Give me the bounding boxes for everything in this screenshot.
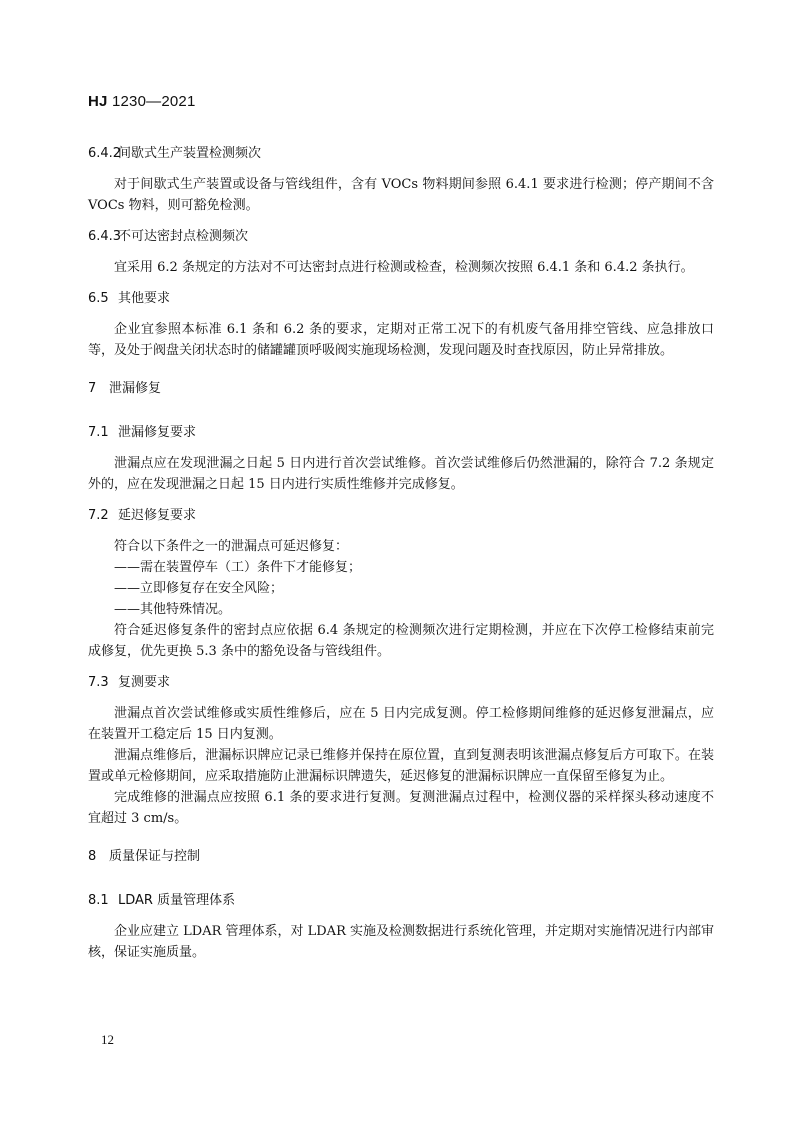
section-number: 8.1 [88, 893, 109, 908]
heading-7-2 [88, 506, 714, 526]
paragraph: 符合延迟修复条件的密封点应依据 6.4 条规定的检测频次进行定期检测，并应在下次停工检修结束前完成修复，优先更换 5.3 条中的豁免设备与管线组件。 [88, 623, 714, 659]
section-title: 质量保证与控制 [109, 849, 201, 864]
heading-7-3 [88, 673, 714, 693]
paragraph: 对于间歇式生产装置或设备与管线组件，含有 VOCs 物料期间参照 6.4.1 要求进行检测；停产期间不含 VOCs 物料，则可豁免检测。 [88, 177, 714, 213]
paragraph: 完成维修的泄漏点应按照 6.1 条的要求进行复测。复测泄漏点过程中，检测仪器的采样探头移动速度不宜超过 3 cm/s。 [88, 790, 714, 826]
section-number: 6.4.3 [88, 229, 122, 244]
paragraph: 泄漏点首次尝试维修或实质性维修后，应在 5 日内完成复测。停工检修期间维修的延迟修复泄漏点，应在装置开工稳定后 15 日内复测。 [88, 706, 714, 742]
list-item: ——其他特殊情况。 [114, 602, 232, 617]
heading-7 [88, 379, 714, 399]
paragraph: 企业应建立 LDAR 管理体系，对 LDAR 实施及检测数据进行系统化管理，并定期对实施情况进行内部审核，保证实施质量。 [88, 924, 714, 960]
section-number: 7.1 [88, 425, 109, 440]
section-number: 6.5 [88, 291, 109, 306]
paragraph: 泄漏点应在发现泄漏之日起 5 日内进行首次尝试维修。首次尝试维修后仍然泄漏的，除符合 7.2 条规定外的，应在发现泄漏之日起 15 日内进行实质性维修并完成修复。 [88, 456, 714, 492]
heading-6-5 [88, 289, 714, 309]
section-title: 不可达密封点检测频次 [118, 229, 249, 244]
list-item: ——立即修复存在安全风险； [114, 581, 284, 596]
section-number: 7.2 [88, 508, 109, 523]
section-title: 复测要求 [118, 675, 171, 690]
section-title: 延迟修复要求 [118, 508, 197, 523]
section-number: 7 [88, 381, 97, 396]
section-title: 泄漏修复要求 [118, 425, 197, 440]
section-title: 间歇式生产装置检测频次 [118, 146, 262, 161]
heading-8 [88, 847, 714, 867]
heading-6-4-2 [88, 144, 714, 164]
section-number: 7.3 [88, 675, 109, 690]
section-number: 8 [88, 849, 97, 864]
standard-code-prefix: HJ [88, 93, 108, 110]
section-title: 其他要求 [118, 291, 171, 306]
paragraph: 宜采用 6.2 条规定的方法对不可达密封点进行检测或检查，检测频次按照 6.4.1 条和 6.4.2 条执行。 [114, 260, 694, 275]
paragraph: 泄漏点维修后，泄漏标识牌应记录已维修并保持在原位置，直到复测表明该泄漏点修复后方可取下。在装置或单元检修期间，应采取措施防止泄漏标识牌遗失，延迟修复的泄漏标识牌应一直保留至修复为止。 [88, 748, 714, 784]
heading-7-1 [88, 423, 714, 443]
heading-6-4-3 [88, 227, 714, 247]
standard-code-number: 1230—2021 [107, 93, 196, 110]
standard-code-header [88, 93, 195, 110]
heading-8-1 [88, 891, 714, 911]
section-number: 6.4.2 [88, 146, 122, 161]
page-number: 12 [101, 1032, 114, 1047]
paragraph: 符合以下条件之一的泄漏点可延迟修复： [114, 539, 349, 554]
list-item: ——需在装置停车（工）条件下才能修复； [114, 560, 362, 575]
document-body [88, 144, 714, 963]
paragraph: 企业宜参照本标准 6.1 条和 6.2 条的要求，定期对正常工况下的有机废气备用排空管线、应急排放口等，及处于阀盘关闭状态时的储罐罐顶呼吸阀实施现场检测，发现问题及时查找原因，防止异常排放。 [88, 322, 714, 358]
section-title: LDAR 质量管理体系 [118, 893, 236, 908]
section-title: 泄漏修复 [109, 381, 162, 396]
